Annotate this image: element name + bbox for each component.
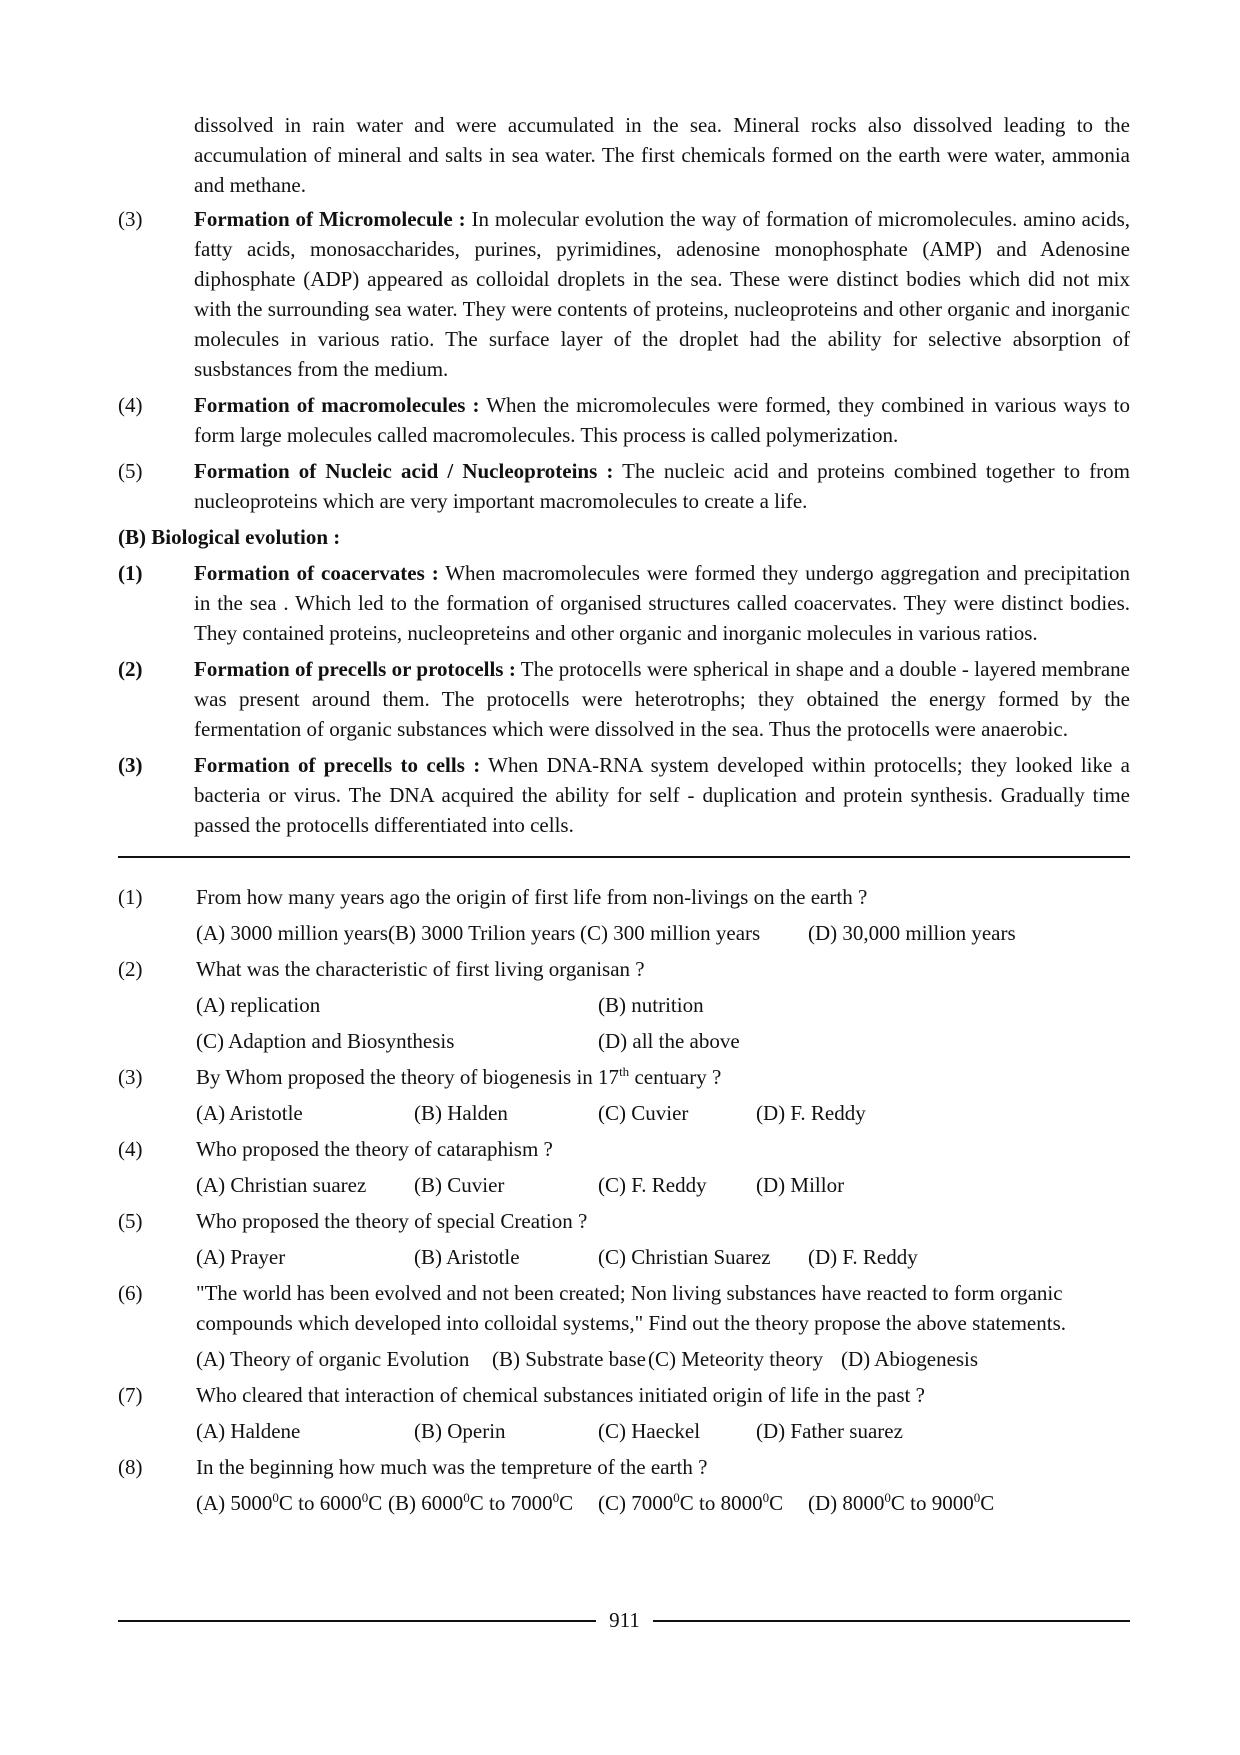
step-description: When the micromolecules were formed, they combined in various ways to form large molecules called macromolecules. This process is called polymerization. xyxy=(194,393,1130,447)
question-number: (5) xyxy=(118,1209,143,1233)
question-text: Who cleared that interaction of chemical substances initiated origin of life in the past ? xyxy=(196,1383,925,1407)
options-row xyxy=(196,990,1130,1020)
degree: 0 xyxy=(272,1490,279,1505)
step-text xyxy=(194,558,1130,648)
biological-step xyxy=(118,750,1130,840)
step-number: (3) xyxy=(118,207,143,231)
question xyxy=(118,1452,1130,1482)
option: (A) Prayer xyxy=(196,1245,286,1269)
step-text xyxy=(194,390,1130,450)
option: (D) F. Reddy xyxy=(756,1101,866,1125)
option: (A) 5000$^0$C to 6000$^0$C xyxy=(196,1490,383,1515)
option: (D) 30,000 million years xyxy=(808,921,1016,945)
option: (B) Halden xyxy=(414,1101,508,1125)
option: (C) Adaption and Biosynthesis xyxy=(196,1029,455,1053)
biological-step xyxy=(118,654,1130,744)
section-divider xyxy=(118,856,1130,858)
question-text: "The world has been evolved and not been created; Non living substances have reacted to form organic compounds which developed into colloidal systems," Find out the theory propose the above statements. xyxy=(196,1281,1067,1335)
degree: 0 xyxy=(884,1490,891,1505)
option: (D) all the above xyxy=(598,1029,740,1053)
option: (B) nutrition xyxy=(598,993,704,1017)
footer-rule-right xyxy=(653,1620,1130,1622)
option: (C) Cuvier xyxy=(598,1101,689,1125)
option: (A) Christian suarez xyxy=(196,1173,367,1197)
option: (C) Christian Suarez xyxy=(598,1245,771,1269)
options-row xyxy=(196,1098,1130,1128)
question-list xyxy=(118,882,1130,1518)
option: (A) Haldene xyxy=(196,1419,301,1443)
question xyxy=(118,1134,1130,1164)
option: (D) 8000$^0$C to 9000$^0$C xyxy=(808,1490,995,1515)
chemical-evolution-steps xyxy=(118,204,1130,516)
step-title: Formation of precells or protocells : xyxy=(194,657,516,681)
option: (D) Father suarez xyxy=(756,1419,903,1443)
options-row xyxy=(196,1242,1130,1272)
question xyxy=(118,1062,1130,1092)
option: (B) Cuvier xyxy=(414,1173,505,1197)
question-text: What was the characteristic of first living organisan ? xyxy=(196,957,645,981)
options-row xyxy=(196,1416,1130,1446)
degree: 0 xyxy=(762,1490,770,1505)
question-number: (7) xyxy=(118,1383,143,1407)
step-title: Formation of coacervates : xyxy=(194,561,439,585)
chemical-step xyxy=(118,390,1130,450)
option: (A) Aristotle xyxy=(196,1101,303,1125)
question-text: In the beginning how much was the tempreture of the earth ? xyxy=(196,1455,708,1479)
question xyxy=(118,1278,1130,1338)
page-content xyxy=(118,110,1130,1524)
degree: 0 xyxy=(973,1490,981,1505)
intro-continuation: dissolved in rain water and were accumulated in the sea. Mineral rocks also dissolved leading to the accumulation of mineral and salts in sea water. The first chemicals formed on the earth were water, ammonia and methane. xyxy=(194,113,1130,197)
footer-rule-left xyxy=(118,1620,596,1622)
option: (A) Theory of organic Evolution xyxy=(196,1347,470,1371)
option: (C) F. Reddy xyxy=(598,1173,707,1197)
question-number: (1) xyxy=(118,885,143,909)
step-text xyxy=(194,750,1130,840)
option: (B) Operin xyxy=(414,1419,506,1443)
step-title: Formation of Nucleic acid / Nucleoproteins : xyxy=(194,459,614,483)
option: (C) Haeckel xyxy=(598,1419,701,1443)
question xyxy=(118,882,1130,912)
biological-step xyxy=(118,558,1130,648)
step-description: In molecular evolution the way of formation of micromolecules. amino acids, fatty acids, monosaccharides, purines, pyrimidines, adenosine monophosphate (AMP) and Adenosine diphosphate (ADP) appeared as colloidal droplets in the sea. These were distinct bodies which did not mix with the surrounding sea water. They were contents of proteins, nucleoproteins and other organic and inorganic molecules in various ratio. The surface layer of the droplet had the ability for selective absorption of susbstances from the medium. xyxy=(194,207,1130,381)
options-row xyxy=(196,918,1130,948)
page-footer xyxy=(118,1605,1130,1635)
step-description: When macromolecules were formed they undergo aggregation and precipitation in the sea . Which led to the formation of organised structures called coacervates. They were distinct bodies. They contained proteins, nucleopreteins and other organic and inorganic molecules in various ratios. xyxy=(194,561,1130,645)
superscript: th xyxy=(619,1064,630,1079)
question xyxy=(118,1380,1130,1410)
question-number: (4) xyxy=(118,1137,143,1161)
question-number: (8) xyxy=(118,1455,143,1479)
step-number: (1) xyxy=(118,561,143,585)
option: (B) 6000$^0$C to 7000$^0$C xyxy=(388,1490,574,1515)
question xyxy=(118,1206,1130,1236)
options-row xyxy=(196,1170,1130,1200)
chemical-step xyxy=(118,456,1130,516)
options-row xyxy=(196,1026,1130,1056)
degree: 0 xyxy=(552,1490,560,1505)
step-number: (2) xyxy=(118,657,143,681)
degree: 0 xyxy=(361,1490,369,1505)
step-text xyxy=(194,204,1130,384)
question-text: By Whom proposed the theory of biogenesis in 17th centuary ? xyxy=(196,1064,722,1089)
page-number: 911 xyxy=(609,1608,640,1632)
question-text: Who proposed the theory of cataraphism ? xyxy=(196,1137,553,1161)
option: (C) 7000$^0$C to 8000$^0$C xyxy=(598,1490,784,1515)
step-title: Formation of precells to cells : xyxy=(194,753,481,777)
question-text: Who proposed the theory of special Creation ? xyxy=(196,1209,588,1233)
biological-evolution-heading: (B) Biological evolution : xyxy=(118,525,341,549)
step-number: (3) xyxy=(118,753,143,777)
option: (B) Aristotle xyxy=(414,1245,520,1269)
option: (D) Abiogenesis xyxy=(841,1347,979,1371)
step-text xyxy=(194,654,1130,744)
question xyxy=(118,954,1130,984)
chemical-step xyxy=(118,204,1130,384)
biological-evolution-steps xyxy=(118,558,1130,840)
step-number: (5) xyxy=(118,459,143,483)
step-description: When DNA-RNA system developed within protocells; they looked like a bacteria or virus. The DNA acquired the ability for self - duplication and protein synthesis. Gradually time passed the protocells differentiated into cells. xyxy=(194,753,1130,837)
step-title: Formation of macromolecules : xyxy=(194,393,480,417)
step-description: The protocells were spherical in shape and a double - layered membrane was present around them. The protocells were heterotrophs; they obtained the energy formed by the fermentation of organic substances which were dissolved in the sea. Thus the protocells were anaerobic. xyxy=(194,657,1130,741)
question-number: (6) xyxy=(118,1281,143,1305)
option: (C) Meteority theory xyxy=(648,1347,823,1371)
degree: 0 xyxy=(673,1490,680,1505)
option: (B) Substrate base xyxy=(492,1347,646,1371)
option: (D) Millor xyxy=(756,1173,845,1197)
options-row xyxy=(196,1488,1130,1518)
options-row xyxy=(196,1344,1130,1374)
question-text: From how many years ago the origin of first life from non-livings on the earth ? xyxy=(196,885,868,909)
option: (A) 3000 million years xyxy=(196,921,388,945)
question-number: (3) xyxy=(118,1065,143,1089)
question-number: (2) xyxy=(118,957,143,981)
step-text xyxy=(194,456,1130,516)
option: (C) 300 million years xyxy=(580,921,761,945)
option: (A) replication xyxy=(196,993,321,1017)
step-title: Formation of Micromolecule : xyxy=(194,207,466,231)
step-number: (4) xyxy=(118,393,143,417)
option: (D) F. Reddy xyxy=(808,1245,918,1269)
option: (B) 3000 Trilion years xyxy=(388,921,576,945)
degree: 0 xyxy=(463,1490,470,1505)
step-description: The nucleic acid and proteins combined together to from nucleoproteins which are very important macromolecules to create a life. xyxy=(194,459,1130,513)
